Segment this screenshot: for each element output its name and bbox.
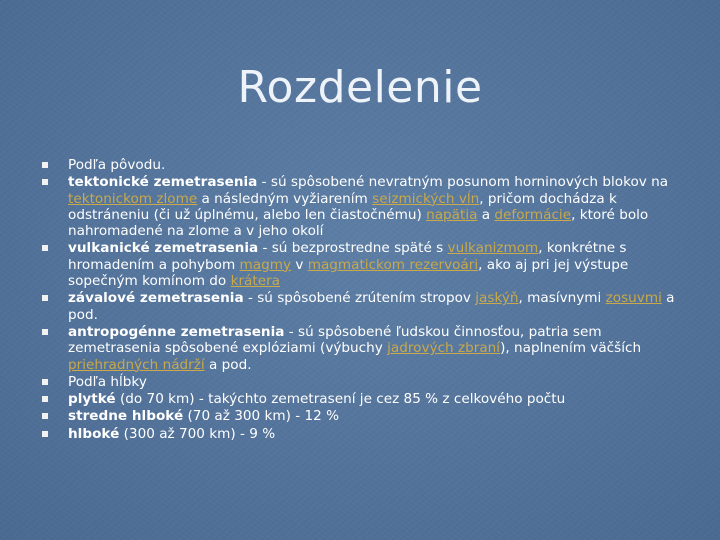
item-text: v <box>291 256 308 273</box>
hyperlink[interactable]: napätia <box>426 206 478 223</box>
hyperlink[interactable]: zosuvmi <box>605 290 662 307</box>
item-text: , ako aj pri jej výstupe sopečným komínom do <box>68 256 629 290</box>
list-item <box>40 426 680 442</box>
item-text: a pod. <box>204 356 252 373</box>
item-text: - sú spôsobené zrútením stropov <box>243 290 476 307</box>
item-text: , konkrétne s hromadením a pohybom <box>68 240 627 273</box>
item-text: a <box>477 206 495 223</box>
square-bullet-icon <box>42 431 48 437</box>
item-text: a pod. <box>68 290 675 323</box>
hyperlink[interactable]: tektonickom zlome <box>68 190 198 207</box>
square-bullet-icon <box>42 396 48 402</box>
term-heading: antropogénne zemetrasenia <box>68 323 285 340</box>
square-bullet-icon <box>42 162 48 168</box>
item-text: - sú bezprostredne späté s <box>258 240 448 257</box>
hyperlink[interactable]: jadrových zbraní <box>387 340 501 357</box>
square-bullet-icon <box>42 379 48 385</box>
square-bullet-icon <box>42 329 48 335</box>
term-heading: závalové zemetrasenia <box>68 290 244 307</box>
square-bullet-icon <box>42 245 48 251</box>
term-heading: vulkanické zemetrasenia <box>68 240 259 257</box>
bullet-list <box>40 157 680 443</box>
list-item <box>40 324 680 373</box>
item-text: , ktoré bolo nahromadené na zlome a v jeho okolí <box>68 206 649 240</box>
item-text: Podľa pôvodu. <box>68 157 166 173</box>
item-text: ), naplnením väčších <box>500 340 642 357</box>
hyperlink[interactable]: krátera <box>230 273 280 290</box>
item-text: (do 70 km) - takýchto zemetrasení je cez 85 % z celkového počtu <box>115 391 566 408</box>
list-item <box>40 391 680 407</box>
hyperlink[interactable]: priehradných nádrží <box>68 356 205 373</box>
hyperlink[interactable]: vulkanizmom <box>447 240 539 257</box>
list-item <box>40 157 680 173</box>
item-text: Podľa hĺbky <box>68 373 147 390</box>
hyperlink[interactable]: deformácie <box>494 206 572 223</box>
term-heading: hlboké <box>68 425 120 442</box>
list-item <box>40 290 680 323</box>
list-item <box>40 174 680 239</box>
square-bullet-icon <box>42 295 48 301</box>
square-bullet-icon <box>42 413 48 419</box>
hyperlink[interactable]: seizmických vĺn <box>372 190 480 207</box>
slide-title: Rozdelenie <box>237 62 483 113</box>
list-item <box>40 374 680 390</box>
item-text: - sú spôsobené ľudskou činnosťou, patria sem zemetrasenia spôsobené explóziami (výbuchy <box>68 323 602 357</box>
item-text: a následným vyžiarením <box>197 190 373 207</box>
item-text: (300 až 700 km) - 9 % <box>119 425 276 442</box>
list-item <box>40 240 680 289</box>
list-item <box>40 408 680 424</box>
term-heading: tektonické zemetrasenia <box>68 174 258 191</box>
item-text: , masívnymi <box>518 290 606 307</box>
item-text: - sú spôsobené nevratným posunom horninových blokov na <box>257 174 669 191</box>
item-text: (70 až 300 km) - 12 % <box>183 408 339 425</box>
term-heading: stredne hlboké <box>68 408 184 425</box>
item-text: , pričom dochádza k odstráneniu (či už úplnému, alebo len čiastočnému) <box>68 190 617 223</box>
square-bullet-icon <box>42 179 48 185</box>
term-heading: plytké <box>68 391 116 408</box>
hyperlink[interactable]: jaskýň <box>475 290 519 307</box>
hyperlink[interactable]: magmy <box>239 256 292 273</box>
hyperlink[interactable]: magmatickom rezervoári <box>307 256 479 273</box>
